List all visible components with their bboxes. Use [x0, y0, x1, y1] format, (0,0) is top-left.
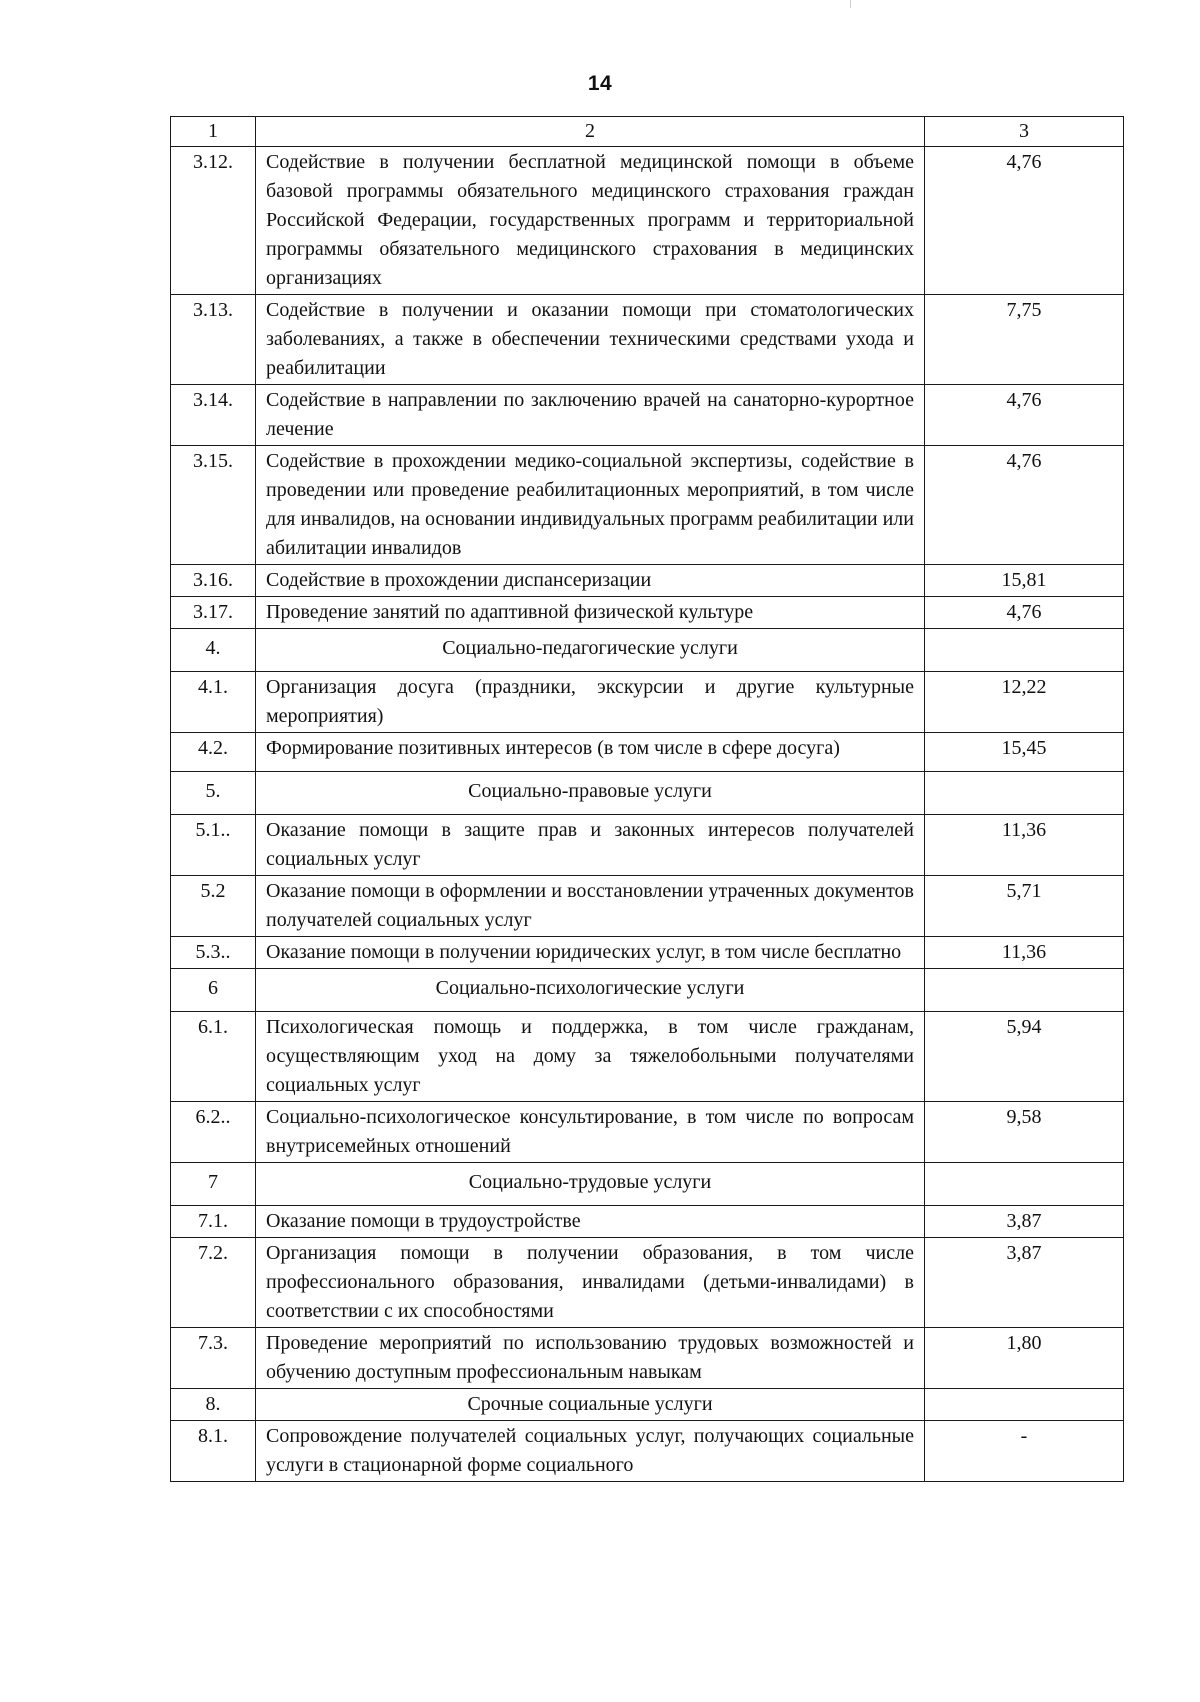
service-name: Проведение занятий по адаптивной физической культуре	[256, 597, 925, 629]
section-title: Социально-педагогические услуги	[256, 629, 925, 672]
section-number: 4.	[171, 629, 256, 672]
table-row	[171, 597, 1124, 629]
section-value	[925, 1163, 1124, 1206]
section-number: 8.	[171, 1389, 256, 1421]
section-row	[171, 1389, 1124, 1421]
service-name: Содействие в прохождении медико-социальной экспертизы, содействие в проведении или проведение реабилитационных мероприятий, в том числе для инвалидов, на основании индивидуальных программ реабилитации или абилитации инвалидов	[256, 446, 925, 565]
service-name: Организация помощи в получении образования, в том числе профессионального образования, инвалидами (детьми-инвалидами) в соответствии с их способностями	[256, 1238, 925, 1328]
table-row	[171, 446, 1124, 565]
service-value: 4,76	[925, 385, 1124, 446]
table-row	[171, 876, 1124, 937]
service-name: Сопровождение получателей социальных услуг, получающих социальные услуги в стационарной форме социального	[256, 1421, 925, 1482]
section-title: Социально-правовые услуги	[256, 772, 925, 815]
section-row	[171, 629, 1124, 672]
row-number: 3.15.	[171, 446, 256, 565]
service-name: Оказание помощи в трудоустройстве	[256, 1206, 925, 1238]
section-title: Срочные социальные услуги	[256, 1389, 925, 1421]
service-value: 11,36	[925, 937, 1124, 969]
service-name: Социально-психологическое консультирование, в том числе по вопросам внутрисемейных отношений	[256, 1102, 925, 1163]
table-row	[171, 295, 1124, 385]
table-header-row	[171, 117, 1124, 147]
service-name: Оказание помощи в оформлении и восстановлении утраченных документов получателей социальных услуг	[256, 876, 925, 937]
table-row	[171, 815, 1124, 876]
service-value: 4,76	[925, 446, 1124, 565]
service-value: 4,76	[925, 597, 1124, 629]
service-name: Проведение мероприятий по использованию трудовых возможностей и обучению доступным профессиональным навыкам	[256, 1328, 925, 1389]
table-row	[171, 1012, 1124, 1102]
table-row	[171, 385, 1124, 446]
service-name: Психологическая помощь и поддержка, в том числе гражданам, осуществляющим уход на дому за тяжелобольными получателями социальных услуг	[256, 1012, 925, 1102]
section-value	[925, 969, 1124, 1012]
service-name: Содействие в получении бесплатной медицинской помощи в объеме базовой программы обязательного медицинского страхования граждан Российской Федерации, государственных программ и территориальной программы обязательного медицинского страхования в медицинских организациях	[256, 147, 925, 295]
section-row	[171, 1163, 1124, 1206]
row-number: 6.1.	[171, 1012, 256, 1102]
scan-artifact	[850, 0, 851, 8]
row-number: 7.1.	[171, 1206, 256, 1238]
table-row	[171, 147, 1124, 295]
table-row	[171, 1206, 1124, 1238]
service-value: 7,75	[925, 295, 1124, 385]
service-value: 4,76	[925, 147, 1124, 295]
table-row	[171, 1328, 1124, 1389]
row-number: 3.17.	[171, 597, 256, 629]
service-value: 15,81	[925, 565, 1124, 597]
service-value: -	[925, 1421, 1124, 1482]
section-row	[171, 772, 1124, 815]
table-row	[171, 733, 1124, 772]
service-name: Оказание помощи в защите прав и законных интересов получателей социальных услуг	[256, 815, 925, 876]
table-row	[171, 672, 1124, 733]
service-name: Оказание помощи в получении юридических услуг, в том числе бесплатно	[256, 937, 925, 969]
row-number: 7.3.	[171, 1328, 256, 1389]
service-value: 12,22	[925, 672, 1124, 733]
service-value: 3,87	[925, 1206, 1124, 1238]
table-row	[171, 1238, 1124, 1328]
service-name: Содействие в направлении по заключению врачей на санаторно-курортное лечение	[256, 385, 925, 446]
table-row	[171, 1102, 1124, 1163]
row-number: 3.12.	[171, 147, 256, 295]
row-number: 8.1.	[171, 1421, 256, 1482]
section-number: 7	[171, 1163, 256, 1206]
page-number: 14	[587, 72, 613, 95]
row-number: 7.2.	[171, 1238, 256, 1328]
table-row	[171, 565, 1124, 597]
section-value	[925, 1389, 1124, 1421]
row-number: 5.2	[171, 876, 256, 937]
section-title: Социально-трудовые услуги	[256, 1163, 925, 1206]
service-name: Содействие в прохождении диспансеризации	[256, 565, 925, 597]
section-value	[925, 772, 1124, 815]
section-number: 5.	[171, 772, 256, 815]
row-number: 5.1..	[171, 815, 256, 876]
service-value: 15,45	[925, 733, 1124, 772]
service-value: 9,58	[925, 1102, 1124, 1163]
table-row	[171, 1421, 1124, 1482]
row-number: 6.2..	[171, 1102, 256, 1163]
service-name: Содействие в получении и оказании помощи при стоматологических заболеваниях, а также в обеспечении техническими средствами ухода и реабилитации	[256, 295, 925, 385]
section-title: Социально-психологические услуги	[256, 969, 925, 1012]
column-header-3: 3	[925, 117, 1124, 147]
section-number: 6	[171, 969, 256, 1012]
row-number: 3.16.	[171, 565, 256, 597]
service-value: 1,80	[925, 1328, 1124, 1389]
section-value	[925, 629, 1124, 672]
service-value: 5,71	[925, 876, 1124, 937]
section-row	[171, 969, 1124, 1012]
table-row	[171, 937, 1124, 969]
row-number: 5.3..	[171, 937, 256, 969]
row-number: 4.2.	[171, 733, 256, 772]
column-header-1: 1	[171, 117, 256, 147]
service-name: Организация досуга (праздники, экскурсии и другие культурные мероприятия)	[256, 672, 925, 733]
column-header-2: 2	[256, 117, 925, 147]
row-number: 3.14.	[171, 385, 256, 446]
row-number: 3.13.	[171, 295, 256, 385]
service-value: 5,94	[925, 1012, 1124, 1102]
service-name: Формирование позитивных интересов (в том числе в сфере досуга)	[256, 733, 925, 772]
service-value: 3,87	[925, 1238, 1124, 1328]
service-value: 11,36	[925, 815, 1124, 876]
row-number: 4.1.	[171, 672, 256, 733]
services-table	[170, 116, 1124, 1482]
